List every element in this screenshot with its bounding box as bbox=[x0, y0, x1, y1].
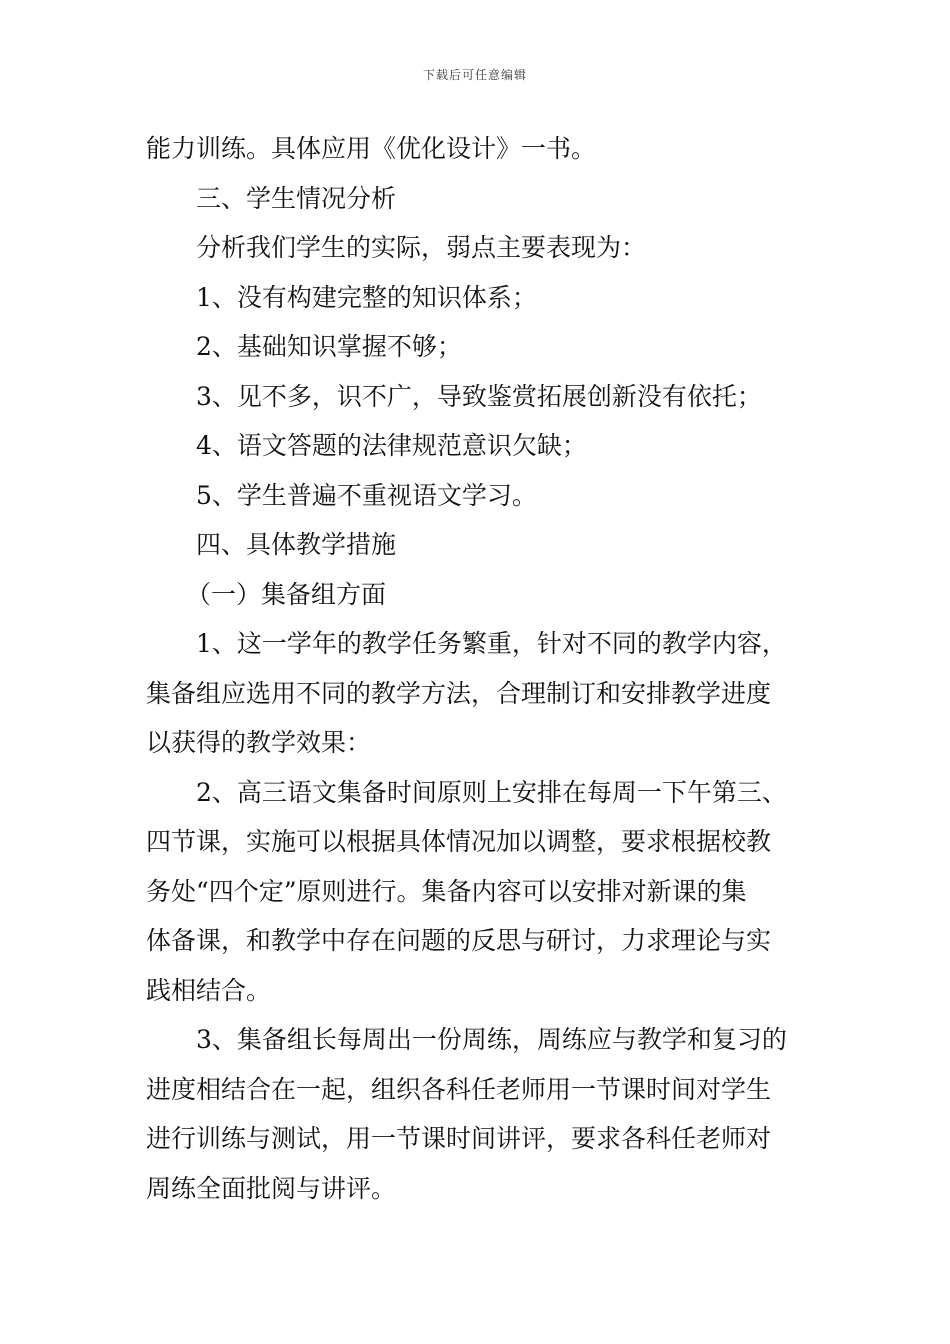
text-line: 四、具体教学措施 bbox=[196, 530, 397, 559]
text-line: 集备组应选用不同的教学方法，合理制订和安排教学进度 bbox=[146, 678, 772, 708]
page-header: 下载后可任意编辑 bbox=[422, 68, 527, 82]
text-line: 周练全面批阅与讲评。 bbox=[146, 1173, 397, 1203]
text-line: （一）集备组方面 bbox=[186, 579, 387, 609]
text-line: 以获得的教学效果： bbox=[146, 728, 372, 757]
document-body bbox=[146, 124, 811, 1213]
text-line: 进行训练与测试，用一节课时间讲评，要求各科任老师对 bbox=[146, 1124, 772, 1153]
text-line: 务处“四个定”原则进行。集备内容可以安排对新课的集 bbox=[146, 876, 747, 906]
text-line: 践相结合。 bbox=[146, 975, 272, 1005]
text-line: 1、这一学年的教学任务繁重，针对不同的教学内容， bbox=[196, 629, 787, 658]
text-line: 三、学生情况分析 bbox=[196, 183, 397, 213]
text-line: 分析我们学生的实际，弱点主要表现为： bbox=[196, 233, 647, 262]
text-line: 5、学生普遍不重视语文学习。 bbox=[196, 480, 537, 510]
text-line: 3、见不多，识不广，导致鉴赏拓展创新没有依托； bbox=[196, 381, 762, 411]
text-line: 2、高三语文集备时间原则上安排在每周一下午第三、 bbox=[196, 777, 787, 807]
text-line: 4、语文答题的法律规范意识欠缺； bbox=[196, 431, 587, 460]
text-line: 体备课，和教学中存在问题的反思与研讨，力求理论与实 bbox=[146, 926, 772, 955]
text-line: 1、没有构建完整的知识体系； bbox=[196, 282, 537, 312]
text-line: 3、集备组长每周出一份周练，周练应与教学和复习的 bbox=[196, 1025, 787, 1054]
text-line: 能力训练。具体应用《优化设计》一书。 bbox=[146, 134, 597, 163]
text-line: 2、基础知识掌握不够； bbox=[196, 332, 462, 361]
text-line: 四节课，实施可以根据具体情况加以调整，要求根据校教 bbox=[146, 827, 772, 856]
text-line: 进度相结合在一起，组织各科任老师用一节课时间对学生 bbox=[146, 1074, 772, 1104]
